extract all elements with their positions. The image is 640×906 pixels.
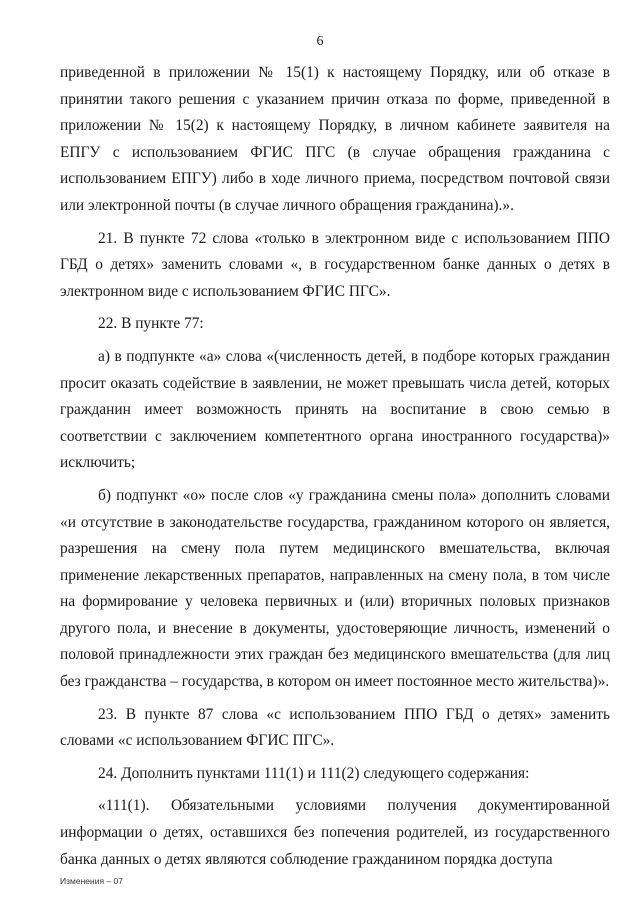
- paragraph-subitem-b: б) подпункт «о» после слов «у гражданина смены пола» дополнить словами «и отсутствие в законодательстве государства, гражданином которого он является, разрешения на смену пола путем медицинского вмешательства, включая применение лекарственных препаратов, направленных на смену пола, в том числе на формирование у человека первичных и (или) вторичных половых признаков другого пола, и внесение в документы, удостоверяющие личность, изменений о половой принадлежности этих граждан без медицинского вмешательства (для лиц без гражданства – государства, в котором он имеет постоянное место жительства)».: [60, 486, 610, 691]
- paragraph-continuation: приведенной в приложении № 15(1) к настоящему Порядку, или об отказе в принятии такого решения с указанием причин отказа по форме, приведенной в приложении № 15(2) к настоящему Порядку, в личном кабинете заявителя на ЕПГУ с использованием ФГИС ПГС (в случае обращения гражданина с использованием ЕПГУ) либо в ходе личного приема, посредством почтовой связи или электронной почты (в случае личного обращения гражданина).».: [60, 64, 610, 214]
- page-number: 6: [316, 34, 324, 49]
- paragraph-item-21: 21. В пункте 72 слова «только в электронном виде с использованием ППО ГБД о детях» заменить словами «, в государственном банке данных о детях в электронном виде с использованием ФГИС ПГС».: [60, 229, 610, 300]
- paragraph-subitem-a: а) в подпункте «а» слова «(численность детей, в подборе которых гражданин просит оказать содействие в заявлении, не может превышать числа детей, которых гражданин имеет возможность принять на воспитание в свою семью в соответствии с заключением компетентного органа иностранного государства)» исключить;: [60, 347, 610, 472]
- paragraph-item-24: 24. Дополнить пунктами 111(1) и 111(2) следующего содержания:: [98, 764, 530, 782]
- paragraph-item-111-1: «111(1). Обязательными условиями получения документированной информации о детях, оставшихся без попечения родителей, из государственного банка данных о детях являются соблюдение гражданином порядка доступа: [60, 797, 610, 868]
- paragraph-item-23: 23. В пункте 87 слова «с использованием ППО ГБД о детях» заменить словами «с использованием ФГИС ПГС».: [60, 705, 610, 750]
- paragraph-item-22: 22. В пункте 77:: [98, 315, 204, 333]
- page-footer: Изменения – 07: [60, 876, 123, 886]
- document-body: [60, 60, 610, 873]
